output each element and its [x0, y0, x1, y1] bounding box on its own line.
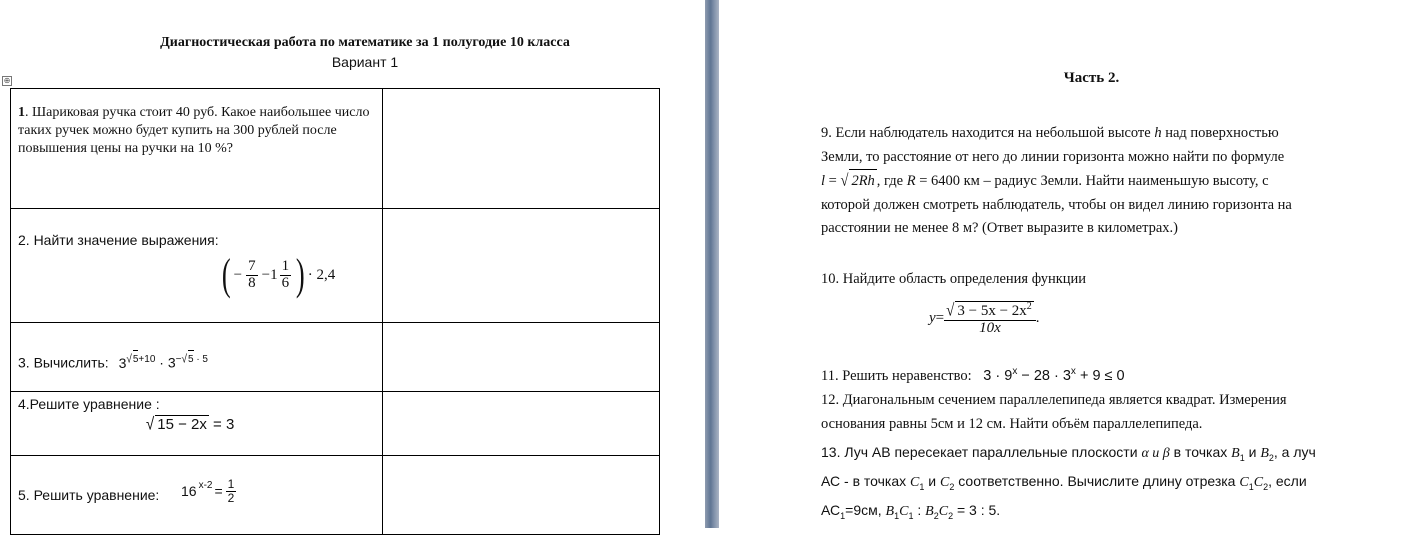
task-5-cell	[10, 455, 383, 535]
task-12: 12. Диагональным сечением параллелепипеда является квадрат. Измерения основания равны 5см и 12 см. Найти объём параллелепипеда.	[821, 392, 1287, 432]
task-13: 13. Луч АВ пересекает параллельные плоскости α и β в точках $B_1$ и $B_2$, а луч АС - в точках $C_1$ и $C_2$ соответственно. Вычислите длину отрезка $C_1C_2$, если $АС_1=9см$, $B_1C_1$ : $B_2C_2 = 3$ : 5.	[821, 444, 1316, 521]
task-2-answer-cell[interactable]	[382, 208, 660, 323]
page-gutter	[705, 0, 719, 528]
task-1-body: . Шариковая ручка стоит 40 руб. Какое наибольшее число таких ручек можно будет купить на 300 рублей после повышения цены на ручки на 10 %?	[18, 105, 370, 156]
task-2-text: 2. Найти значение выражения:	[18, 232, 219, 248]
task-1-number: 1	[18, 105, 25, 120]
task-10-text: 10. Найдите область определения функции	[821, 271, 1087, 287]
task-5-equation: 16 $^{x-2}$ = $\frac{1}{2}$	[181, 477, 235, 505]
minus-one: −1	[261, 266, 278, 283]
task-4-equation: √ 15 − 2x = 3	[146, 414, 235, 435]
times-value: · 2,4	[307, 266, 336, 283]
part-2-title: Часть 2.	[1063, 70, 1120, 86]
task-3-cell	[10, 322, 383, 392]
task-1-answer-cell[interactable]	[382, 88, 660, 209]
left-paren: (	[221, 250, 231, 299]
fraction-1-6: $\frac{1}{6}$	[281, 257, 290, 291]
task-2-expression	[219, 250, 336, 299]
task-9: 9. Если наблюдатель находится на небольшой высоте h над поверхностью Земли, то расстояние от него до линии горизонта можно найти по формуле l = √ 2Rh , где R = 6400 км – радиус Земли. Найти наименьшую высоту, с которой должен смотреть наблюдатель, чтобы он видел линию горизонта на расстоянии не менее 8 м? (Ответ выразите в километрах.)	[821, 125, 1292, 236]
task-1-cell	[10, 88, 383, 209]
minus-sign: −	[233, 266, 243, 283]
task-5-answer-cell[interactable]	[382, 455, 660, 535]
task-10-formula: y = $\frac{√ 3 - 5x - 2x^2}{10x}$ .	[929, 301, 1040, 336]
task-5-text: 5. Решить уравнение:	[18, 487, 160, 503]
task-4-cell	[10, 391, 383, 456]
move-handle-icon[interactable]: ⊕	[3, 76, 11, 85]
task-11: 11. Решить неравенство: $3 \cdot 9^x - 28 \cdot 3^x + 9 \le 0$	[821, 366, 1125, 384]
task-4-answer-cell[interactable]	[382, 391, 660, 456]
left-page	[0, 0, 705, 528]
variant-label: Вариант 1	[331, 54, 399, 70]
task-2-cell	[10, 208, 383, 323]
task-3-text: 3. Вычислить: $3^{√5+10} \cdot 3^{-√5 \cdot 5}$	[18, 350, 208, 372]
task-1-text	[18, 104, 378, 158]
task-4-text: 4.Решите уравнение :	[18, 396, 160, 412]
task-3-answer-cell[interactable]	[382, 322, 660, 392]
document-title: Диагностическая работа по математике за 1 полугодие 10 класса	[160, 35, 570, 50]
right-page	[719, 0, 1421, 528]
fraction-7-8: $\frac{7}{8}$	[248, 257, 256, 291]
right-paren: )	[296, 250, 305, 299]
